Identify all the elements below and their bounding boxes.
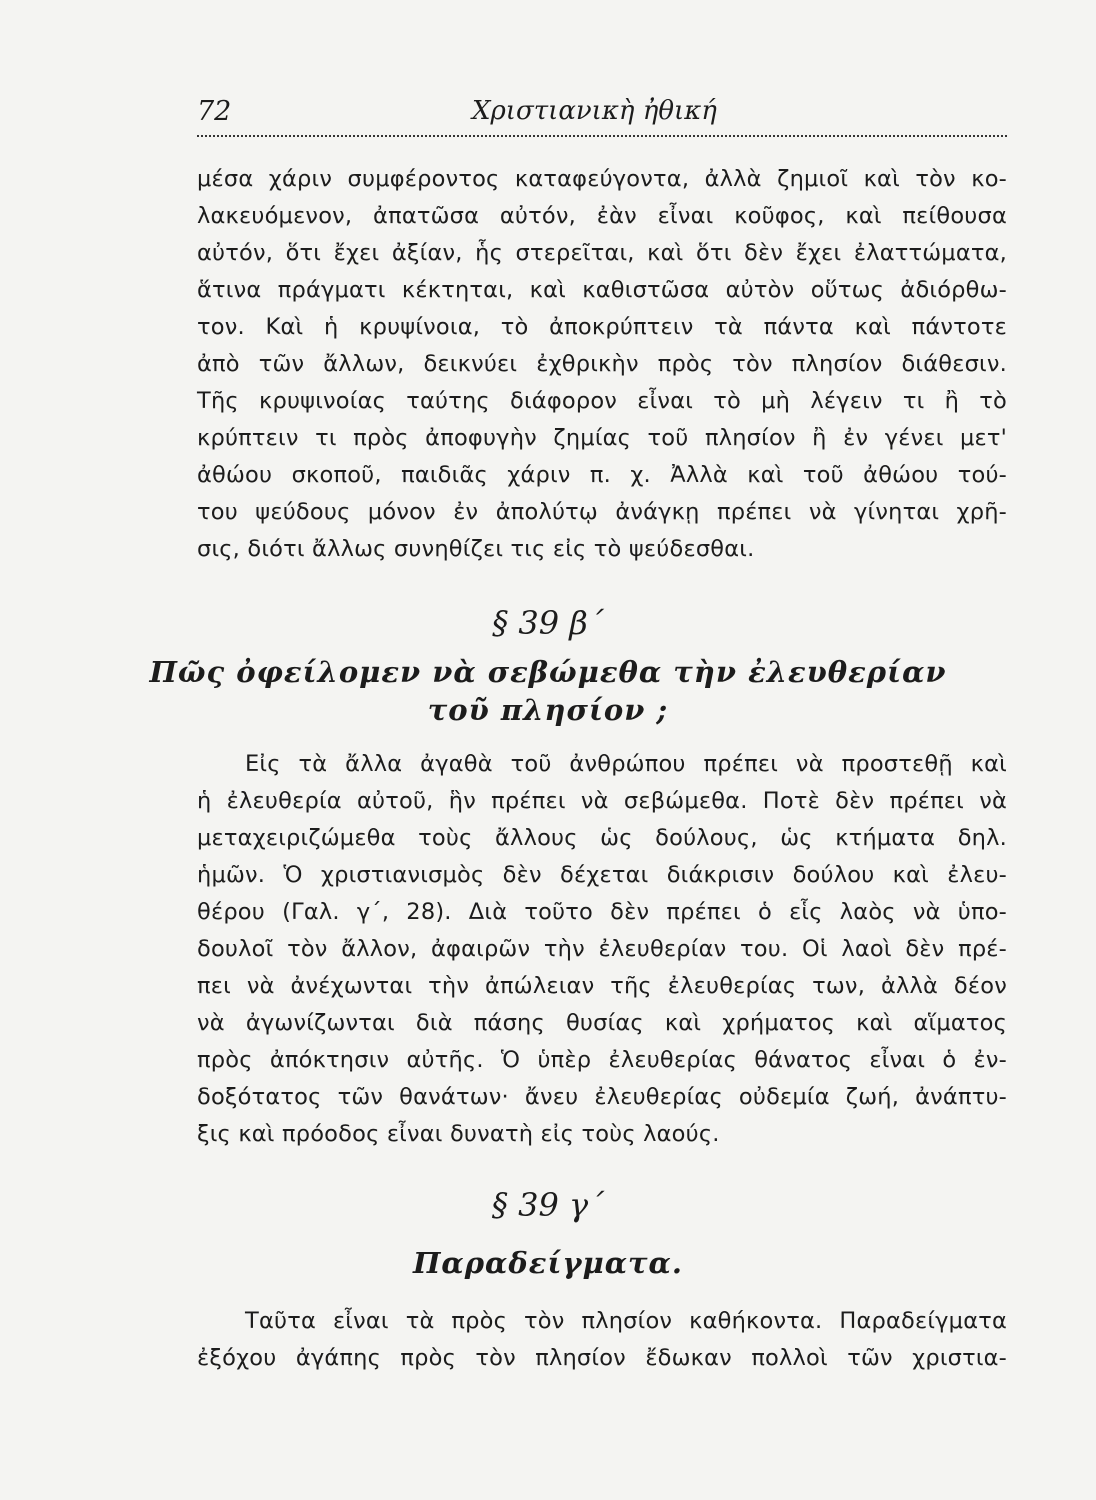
text-line: θέρου (Γαλ. γ΄, 28). Διὰ τοῦτο δὲν πρέπει ὁ εἷς λαὸς νὰ ὑπο- [197,899,1007,925]
text-line: δοξότατος τῶν θανάτων· ἄνευ ἐλευθερίας οὐδεμία ζωή, ἀνάπτυ- [197,1084,1007,1110]
text-line: πρὸς ἀπόκτησιν αὐτῆς. Ὁ ὑπὲρ ἐλευθερίας θάνατος εἶναι ὁ ἐν- [197,1047,1007,1073]
text-line: ξις καὶ πρόοδος εἶναι δυνατὴ εἰς τοὺς λαούς. [197,1121,720,1147]
text-line: πει νὰ ἀνέχωνται τὴν ἀπώλειαν τῆς ἐλευθερίας των, ἀλλὰ δέον [197,973,1007,999]
text-line: κρύπτειν τι πρὸς ἀποφυγὴν ζημίας τοῦ πλησίον ἢ ἐν γένει μετ' [197,425,1007,451]
text-line: μεταχειριζώμεθα τοὺς ἄλλους ὡς δούλους, ὡς κτήματα δηλ. [197,825,1007,851]
text-line: ἡμῶν. Ὁ χριστιανισμὸς δὲν δέχεται διάκρισιν δούλου καὶ ἐλευ- [197,862,1007,888]
section-number: § 39 γ΄ [491,1186,605,1224]
header-rule [197,135,1007,137]
text-line: αὐτόν, ὅτι ἔχει ἀξίαν, ἧς στερεῖται, καὶ ὅτι δὲν ἔχει ἐλαττώματα, [197,240,1007,266]
section-heading: Πῶς ὀφείλομεν νὰ σεβώμεθα τὴν ἐλευθερίαν [149,655,947,689]
text-line: δουλοῖ τὸν ἄλλον, ἀφαιρῶν τὴν ἐλευθερίαν του. Οἱ λαοὶ δὲν πρέ- [197,936,1007,962]
text-line: ἐξόχου ἀγάπης πρὸς τὸν πλησίον ἔδωκαν πολλοὶ τῶν χριστια- [197,1345,1007,1371]
text-line: ἡ ἐλευθερία αὐτοῦ, ἣν πρέπει νὰ σεβώμεθα. Ποτὲ δὲν πρέπει νὰ [197,788,1007,814]
text-line: σις, διότι ἄλλως συνηθίζει τις εἰς τὸ ψεύδεσθαι. [197,536,755,562]
section-number: § 39 β΄ [492,604,604,642]
section-heading: τοῦ πλησίον ; [427,693,669,727]
text-line: ἀπὸ τῶν ἄλλων, δεικνύει ἐχθρικὴν πρὸς τὸν πλησίον διάθεσιν. [197,351,1007,377]
text-line: Εἰς τὰ ἄλλα ἀγαθὰ τοῦ ἀνθρώπου πρέπει νὰ προστεθῇ καὶ [245,751,1007,777]
text-line: ἅτινα πράγματι κέκτηται, καὶ καθιστῶσα αὐτὸν οὕτως ἀδιόρθω- [197,277,1007,303]
text-line: νὰ ἀγωνίζωνται διὰ πάσης θυσίας καὶ χρήματος καὶ αἵματος [197,1010,1007,1036]
section-heading: Παραδείγματα. [413,1246,683,1280]
text-line: του ψεύδους μόνον ἐν ἀπολύτῳ ἀνάγκῃ πρέπει νὰ γίνηται χρῆ- [197,499,1007,525]
text-line: τον. Καὶ ἡ κρυψίνοια, τὸ ἀποκρύπτειν τὰ πάντα καὶ πάντοτε [197,314,1007,340]
page-number: 72 [197,96,232,127]
running-head [197,96,1007,132]
text-line: λακευόμενον, ἀπατῶσα αὐτόν, ἐὰν εἶναι κοῦφος, καὶ πείθουσα [197,203,1007,229]
text-line: Ταῦτα εἶναι τὰ πρὸς τὸν πλησίον καθήκοντα. Παραδείγματα [245,1308,1007,1334]
text-line: Τῆς κρυψινοίας ταύτης διάφορον εἶναι τὸ μὴ λέγειν τι ἢ τὸ [197,388,1007,414]
running-title: Χριστιανικὴ ἠθική [472,96,717,126]
text-line: μέσα χάριν συμφέροντος καταφεύγοντα, ἀλλὰ ζημιοῖ καὶ τὸν κο- [197,166,1007,192]
text-line: ἀθώου σκοποῦ, παιδιᾶς χάριν π. χ. Ἀλλὰ καὶ τοῦ ἀθώου τού- [197,462,1007,488]
